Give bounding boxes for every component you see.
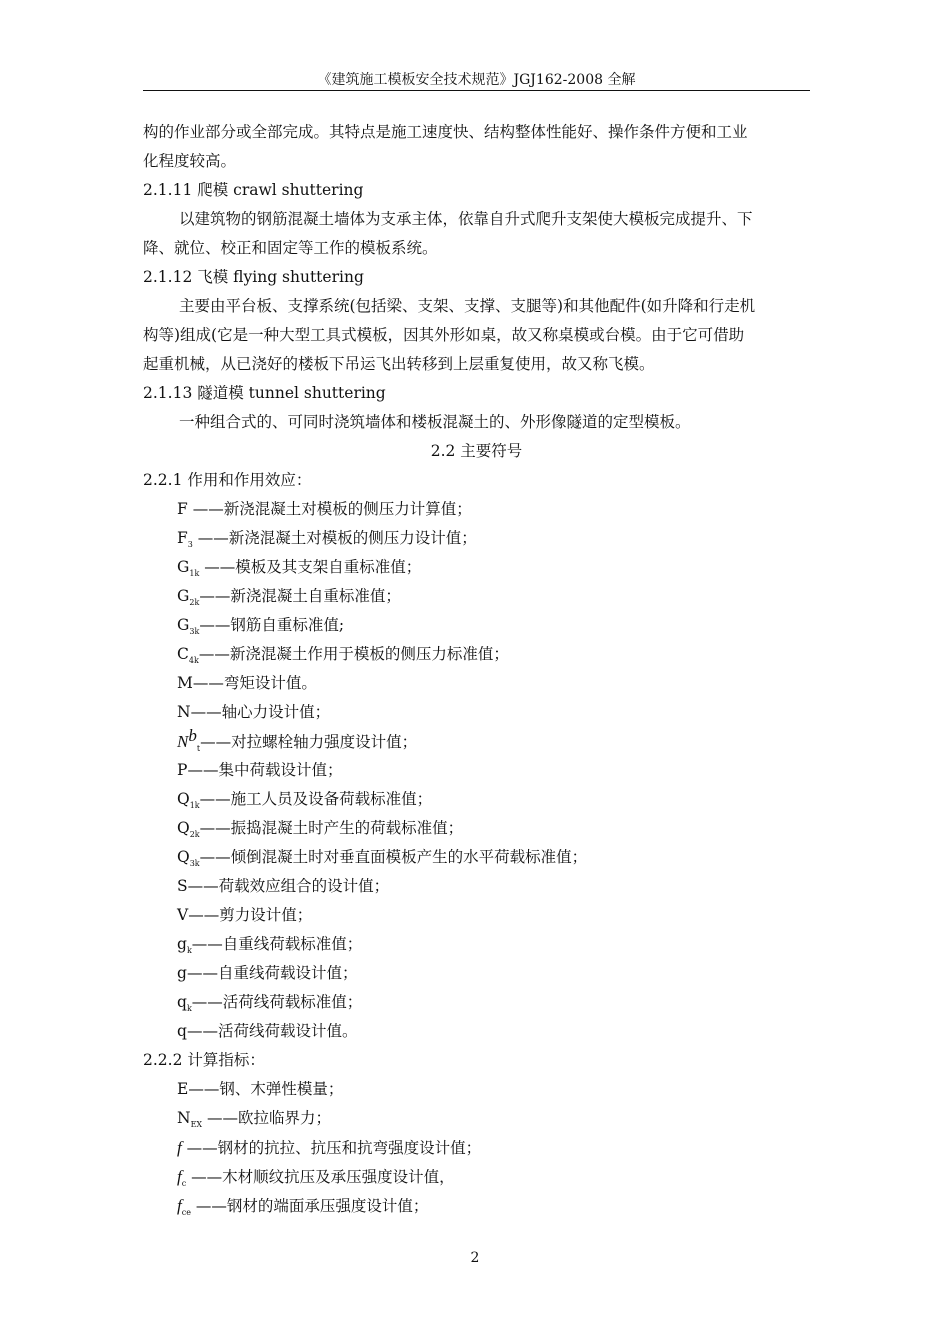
- symbol-superscript: b: [188, 725, 197, 745]
- symbol-definition: [143, 1075, 810, 1104]
- symbol-subscript: EX: [190, 1120, 203, 1129]
- symbol: F: [177, 529, 188, 547]
- symbol-definition: [143, 814, 810, 843]
- paragraph-text: 一种组合式的、可同时浇筑墙体和楼板混凝土的、外形像隧道的定型模板。: [179, 413, 691, 431]
- symbol: F: [177, 500, 188, 518]
- paragraph-text: 降、就位、校正和固定等工作的模板系统。: [143, 239, 438, 257]
- paragraph-text: 化程度较高。: [143, 152, 237, 170]
- paragraph-line: [143, 292, 810, 321]
- heading-text: 2.1.11 爬模 crawl shuttering: [143, 181, 364, 199]
- symbol-definition: [143, 1162, 810, 1191]
- symbol-description: ——活荷线荷载设计值。: [186, 1022, 358, 1040]
- symbol-definition: [143, 640, 810, 669]
- symbol: V: [177, 906, 189, 924]
- symbol-subscript: k: [186, 1004, 192, 1013]
- symbol-subscript: 1k: [189, 569, 200, 578]
- symbol: G: [177, 587, 190, 605]
- section-heading: [143, 379, 810, 408]
- symbol: N: [177, 703, 191, 721]
- symbol-description: ——弯矩设计值。: [192, 674, 317, 692]
- symbol-subscript: c: [181, 1179, 187, 1188]
- symbol: f: [177, 1167, 182, 1186]
- paragraph-text: 起重机械，从已浇好的楼板下吊运飞出转移到上层重复使用，故又称飞模。: [143, 355, 655, 373]
- symbol-definition: [143, 901, 810, 930]
- symbol-definition: [143, 1017, 810, 1046]
- section-heading: [143, 176, 810, 205]
- section-title-text: 2.2 主要符号: [430, 442, 523, 460]
- symbol-subscript: t: [196, 744, 201, 753]
- symbol-definition: [143, 1191, 810, 1220]
- symbol: N: [177, 732, 189, 751]
- symbol-description: ——对拉螺栓轴力强度设计值；: [200, 733, 418, 751]
- symbol-subscript: 2k: [189, 830, 200, 839]
- symbol-description: ——新浇混凝土对模板的侧压力计算值；: [187, 500, 472, 518]
- symbol-definition: [143, 582, 810, 611]
- symbol: f: [177, 1196, 182, 1215]
- symbol-description: ——自重线荷载设计值；: [186, 964, 358, 982]
- symbol: C: [177, 645, 189, 663]
- paragraph-line: [143, 350, 810, 379]
- symbol: q: [177, 993, 187, 1011]
- running-header: 《建筑施工模板安全技术规范》JGJ162-2008 全解: [317, 72, 636, 88]
- symbol: P: [177, 761, 188, 779]
- symbol-definition: [143, 843, 810, 872]
- symbol-subscript: 3: [187, 540, 193, 549]
- symbol: g: [177, 935, 187, 953]
- symbol-definition: [143, 727, 810, 756]
- symbol: S: [177, 877, 188, 895]
- symbol-subscript: 3k: [189, 627, 200, 636]
- symbol: N: [177, 1109, 191, 1127]
- symbol-description: ——自重线荷载标准值；: [191, 935, 363, 953]
- paragraph-text: 2.2.1 作用和作用效应：: [143, 471, 312, 489]
- symbol: q: [177, 1022, 187, 1040]
- paragraph-line: [143, 1046, 810, 1075]
- paragraph-line: [143, 466, 810, 495]
- heading-text: 2.1.13 隧道模 tunnel shuttering: [143, 384, 386, 402]
- section-title: [143, 437, 810, 466]
- section-heading: [143, 263, 810, 292]
- symbol-definition: [143, 1133, 810, 1162]
- symbol-definition: [143, 872, 810, 901]
- symbol-subscript: 3k: [189, 859, 200, 868]
- symbol-definition: [143, 1104, 810, 1133]
- paragraph-text: 以建筑物的钢筋混凝土墙体为支承主体，依靠自升式爬升支架使大模板完成提升、下: [179, 210, 753, 228]
- symbol-definition: [143, 785, 810, 814]
- symbol-description: ——钢材的抗拉、抗压和抗弯强度设计值；: [181, 1139, 482, 1157]
- symbol-subscript: 4k: [188, 656, 199, 665]
- paragraph-text: 2.2.2 计算指标：: [143, 1051, 265, 1069]
- paragraph-line: [143, 321, 810, 350]
- paragraph-line: [143, 234, 810, 263]
- symbol-description: ——钢筋自重标准值;: [199, 616, 345, 634]
- paragraph-text: 构的作业部分或全部完成。其特点是施工速度快、结构整体性能好、操作条件方便和工业: [143, 123, 748, 141]
- symbol-definition: [143, 524, 810, 553]
- symbol-description: ——木材顺纹抗压及承压强度设计值，: [186, 1168, 455, 1186]
- symbol-subscript: 1k: [189, 801, 200, 810]
- symbol-definition: [143, 669, 810, 698]
- symbol-definition: [143, 959, 810, 988]
- symbol-definition: [143, 611, 810, 640]
- symbol-description: ——新浇混凝土对模板的侧压力设计值；: [192, 529, 477, 547]
- symbol-subscript: 2k: [189, 598, 200, 607]
- symbol-subscript: ce: [181, 1208, 191, 1217]
- paragraph-line: [143, 118, 810, 147]
- paragraph-text: 主要由平台板、支撑系统(包括梁、支架、支撑、支腿等)和其他配件(如升降和行走机: [179, 297, 756, 315]
- symbol-definition: [143, 553, 810, 582]
- symbol-description: ——倾倒混凝土时对垂直面模板产生的水平荷载标准值；: [199, 848, 588, 866]
- symbol: Q: [177, 848, 190, 866]
- symbol-description: ——新浇混凝土自重标准值；: [199, 587, 401, 605]
- symbol-description: ——新浇混凝土作用于模板的侧压力标准值；: [198, 645, 509, 663]
- symbol: G: [177, 558, 190, 576]
- paragraph-line: [143, 147, 810, 176]
- symbol-description: ——钢、木弹性模量；: [188, 1080, 344, 1098]
- symbol: Q: [177, 819, 190, 837]
- paragraph-line: [143, 408, 810, 437]
- symbol-description: ——模板及其支架自重标准值；: [199, 558, 422, 576]
- page-number: 2: [470, 1250, 480, 1266]
- symbol-description: ——振捣混凝土时产生的荷载标准值；: [199, 819, 464, 837]
- symbol: g: [177, 964, 187, 982]
- symbol: E: [177, 1080, 189, 1098]
- paragraph-line: [143, 205, 810, 234]
- symbol-description: ——剪力设计值；: [188, 906, 313, 924]
- symbol-subscript: k: [186, 946, 192, 955]
- symbol-description: ——欧拉临界力；: [202, 1109, 332, 1127]
- symbol-description: ——荷载效应组合的设计值；: [187, 877, 390, 895]
- symbol-definition: [143, 988, 810, 1017]
- symbol: M: [177, 674, 193, 692]
- paragraph-text: 构等)组成(它是一种大型工具式模板，因其外形如桌，故又称桌模或台模。由于它可借助: [143, 326, 745, 344]
- symbol-description: ——集中荷载设计值；: [187, 761, 343, 779]
- page-body: [143, 118, 810, 1220]
- symbol-description: ——轴心力设计值；: [190, 703, 331, 721]
- symbol-definition: [143, 930, 810, 959]
- symbol-description: ——钢材的端面承压强度设计值；: [190, 1197, 429, 1215]
- symbol: Q: [177, 790, 190, 808]
- symbol: G: [177, 616, 190, 634]
- symbol: f: [177, 1138, 182, 1157]
- symbol-definition: [143, 698, 810, 727]
- symbol-definition: [143, 756, 810, 785]
- symbol-definition: [143, 495, 810, 524]
- header-rule: [143, 90, 810, 91]
- symbol-description: ——活荷线荷载标准值；: [191, 993, 363, 1011]
- symbol-description: ——施工人员及设备荷载标准值；: [199, 790, 433, 808]
- heading-text: 2.1.12 飞模 flying shuttering: [143, 268, 364, 286]
